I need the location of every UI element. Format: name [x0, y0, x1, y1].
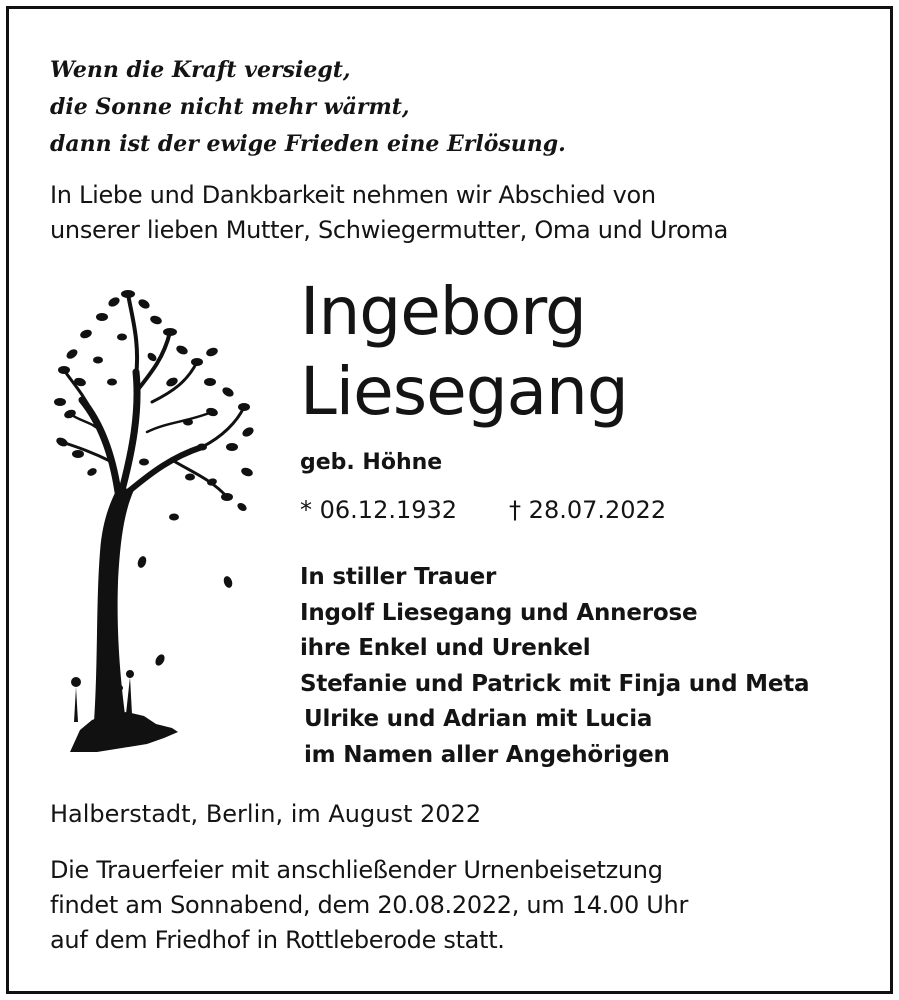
death-date: † 28.07.2022	[509, 496, 667, 524]
mourner-line: ihre Enkel und Urenkel	[300, 635, 591, 661]
mourners-list	[300, 560, 809, 773]
poem	[50, 52, 566, 163]
poem-line: Wenn die Kraft versiegt,	[50, 57, 351, 83]
service-line: auf dem Friedhof in Rottleberode statt.	[50, 926, 505, 954]
maiden-name: geb. Höhne	[300, 450, 443, 475]
funeral-service-info	[50, 853, 688, 958]
mourner-line: Stefanie und Patrick mit Finja und Meta	[300, 670, 810, 697]
intro-text	[50, 178, 728, 248]
tree-illustration-icon	[52, 282, 262, 760]
service-line: Die Trauerfeier mit anschließender Urnenbeisetzung	[50, 856, 663, 884]
intro-line: unserer lieben Mutter, Schwiegermutter, Oma und Uroma	[50, 216, 728, 244]
intro-line: In Liebe und Dankbarkeit nehmen wir Abschied von	[50, 181, 656, 209]
mourner-line: Ulrike und Adrian mit Lucia	[304, 706, 653, 732]
last-name: Liesegang	[300, 353, 628, 430]
service-line: findet am Sonnabend, dem 20.08.2022, um 14.00 Uhr	[50, 891, 689, 919]
mourner-line: im Namen aller Angehörigen	[304, 741, 670, 768]
mourner-line: Ingolf Liesegang und Annerose	[300, 599, 698, 626]
birth-date: * 06.12.1932	[300, 496, 458, 524]
poem-line: dann ist der ewige Frieden eine Erlösung.	[50, 131, 566, 157]
first-name: Ingeborg	[300, 273, 586, 350]
life-dates	[300, 496, 666, 524]
place-date: Halberstadt, Berlin, im August 2022	[50, 800, 482, 828]
deceased-name	[300, 272, 628, 432]
poem-line: die Sonne nicht mehr wärmt,	[50, 94, 410, 120]
mourner-line: In stiller Trauer	[300, 564, 497, 590]
